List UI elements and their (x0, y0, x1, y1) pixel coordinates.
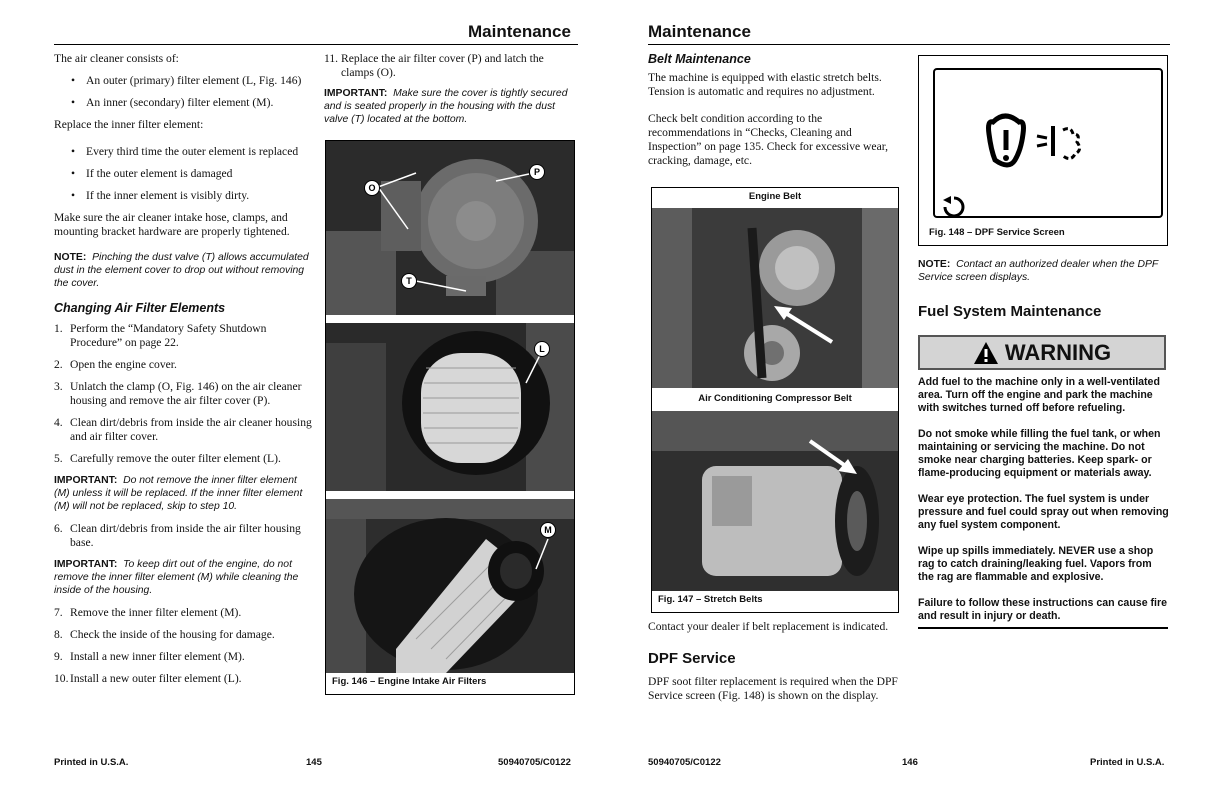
fig148-caption: Fig. 148 – DPF Service Screen (929, 227, 1065, 238)
fig147-caption: Fig. 147 – Stretch Belts (658, 594, 763, 605)
right-column-1 (648, 52, 903, 168)
figure-146 (325, 140, 575, 695)
warning-title: WARNING (1004, 339, 1112, 365)
figure-148 (918, 55, 1168, 246)
left-column (54, 52, 312, 694)
note-text: Pinching the dust valve (T) allows accumulated dust in the element cover to drop out without removing the cover. (54, 252, 309, 289)
warning-item: Failure to follow these instructions can cause fire and result in injury or death. (918, 597, 1168, 622)
warning-list (918, 376, 1170, 623)
left-footer-doc-number: 50940705/C0122 (498, 757, 571, 768)
important-note-3: IMPORTANT: Make sure the cover is tightly secured and is seated properly in the housing with the dust valve (T) located at the bottom. (324, 88, 568, 125)
consists-bullet: • An inner (secondary) filter element (M). (54, 96, 312, 110)
engine-belt-image (652, 208, 898, 388)
fuel-system-heading: Fuel System Maintenance (918, 303, 1102, 320)
steps-list-6 (54, 522, 312, 550)
belt-maintenance-heading: Belt Maintenance (648, 52, 751, 66)
left-page-header: Maintenance (468, 22, 571, 41)
callout-l: L (534, 341, 550, 357)
steps-list-b (54, 606, 312, 686)
figure-147 (651, 187, 899, 613)
warning-item: Add fuel to the machine only in a well-ventilated area. Turn off the engine and park the machine with switches turned off before refueling. (918, 376, 1160, 414)
dpf-paragraph: DPF soot filter replacement is required when the DPF Service screen (Fig. 148) is shown on the display. (648, 675, 898, 702)
right-column-2 (918, 258, 1170, 629)
dust-valve-note (54, 251, 312, 290)
list-item: 3. Unlatch the clamp (O, Fig. 146) on the air cleaner housing and remove the air filter cover (P). (54, 380, 302, 407)
steps-list-11 (324, 52, 574, 80)
contact-paragraph: Contact your dealer if belt replacement is indicated. (648, 620, 889, 633)
list-item: 8. Check the inside of the housing for damage. (54, 628, 275, 641)
warning-item: Do not smoke while filling the fuel tank, or when maintaining or servicing the machine. Do not smoke near charging batteries. Keep spark- or flame-producing equipment or materials away. (918, 428, 1161, 479)
inner-filter-photo (326, 499, 574, 673)
list-item: 11. Replace the air filter cover (P) and latch the clamps (O). (324, 52, 544, 79)
engine-belt-label: Engine Belt (748, 191, 802, 202)
callout-o: O (364, 180, 380, 196)
dpf-service-heading: DPF Service (648, 650, 736, 667)
belt-paragraph-2: Check belt condition according to the recommendations in “Checks, Cleaning and Inspection” on page 135. Check for excessive wear, cracking, damage, etc. (648, 112, 889, 167)
warning-bottom-rule (918, 627, 1168, 629)
dpf-warning-icon (935, 70, 1161, 216)
warning-triangle-icon (973, 341, 999, 365)
left-footer-page-number: 145 (306, 757, 322, 768)
left-header-rule (54, 44, 578, 45)
ac-belt-label: Air Conditioning Compressor Belt (698, 393, 852, 404)
right-footer-printed: Printed in U.S.A. (1090, 757, 1165, 768)
engine-belt-photo (652, 208, 898, 388)
inner-filter-image (326, 499, 574, 673)
warning-item: Wear eye protection. The fuel system is under pressure and fuel could spray out when removing any fuel system component. (918, 493, 1169, 531)
important-note-1: IMPORTANT: Do not remove the inner filter element (M) unless it will be replaced. If the inner filter element (M) will not be replaced, skip to step 10. (54, 475, 303, 512)
callout-m: M (540, 522, 556, 538)
dpf-service-screen (933, 68, 1163, 218)
consists-bullet: • An outer (primary) filter element (L, Fig. 146) (54, 74, 312, 88)
right-header-rule (648, 44, 1170, 45)
warning-item: Wipe up spills immediately. NEVER use a shop rag to catch draining/leaking fuel. Vapors from the rag are flammable and explosive. (918, 545, 1154, 583)
ac-compressor-belt-image (652, 411, 898, 591)
replace-bullet: • If the inner element is visibly dirty. (54, 189, 312, 203)
list-item: 5. Carefully remove the outer filter element (L). (54, 452, 281, 465)
warning-banner (918, 335, 1166, 370)
list-item: 7. Remove the inner filter element (M). (54, 606, 242, 619)
back-arrow-icon (941, 194, 967, 220)
belt-paragraph-1: The machine is equipped with elastic stretch belts. Tension is automatic and requires no adjustment. (648, 71, 882, 98)
replace-bullet: • If the outer element is damaged (54, 167, 312, 181)
replace-bullet: • Every third time the outer element is replaced (54, 145, 312, 159)
ac-compressor-belt-photo (652, 411, 898, 591)
list-item: 10. Install a new outer filter element (L). (54, 672, 242, 685)
air-cleaner-intro: The air cleaner consists of: (54, 52, 179, 65)
list-item: 9. Install a new inner filter element (M). (54, 650, 245, 663)
right-footer-doc-number: 50940705/C0122 (648, 757, 721, 768)
list-item: 2. Open the engine cover. (54, 358, 177, 371)
right-footer-page-number: 146 (902, 757, 918, 768)
callout-t: T (401, 273, 417, 289)
changing-filters-heading: Changing Air Filter Elements (54, 301, 226, 315)
tighten-paragraph: Make sure the air cleaner intake hose, clamps, and mounting bracket hardware are properly tightened. (54, 211, 290, 238)
list-item: 4. Clean dirt/debris from inside the air cleaner housing and air filter cover. (54, 416, 312, 443)
list-item: 1. Perform the “Mandatory Safety Shutdown Procedure” on page 22. (54, 322, 267, 349)
right-page-header: Maintenance (648, 22, 751, 41)
fig146-caption: Fig. 146 – Engine Intake Air Filters (332, 676, 487, 687)
left-column-2 (324, 52, 574, 126)
left-footer-printed: Printed in U.S.A. (54, 757, 129, 768)
note-label: NOTE: (54, 252, 87, 263)
list-item: 6. Clean dirt/debris from inside the air filter housing base. (54, 522, 301, 549)
dpf-note: NOTE: Contact an authorized dealer when the DPF Service screen displays. (918, 259, 1159, 283)
steps-list-a (54, 322, 312, 466)
callout-p: P (529, 164, 545, 180)
important-note-2: IMPORTANT: To keep dirt out of the engine, do not remove the inner filter element (M) while cleaning the inside of the housing. (54, 559, 299, 596)
replace-inner-intro: Replace the inner filter element: (54, 118, 204, 131)
outer-filter-photo (326, 323, 574, 491)
right-column-1b (648, 620, 903, 703)
air-filter-cover-photo (326, 141, 574, 315)
